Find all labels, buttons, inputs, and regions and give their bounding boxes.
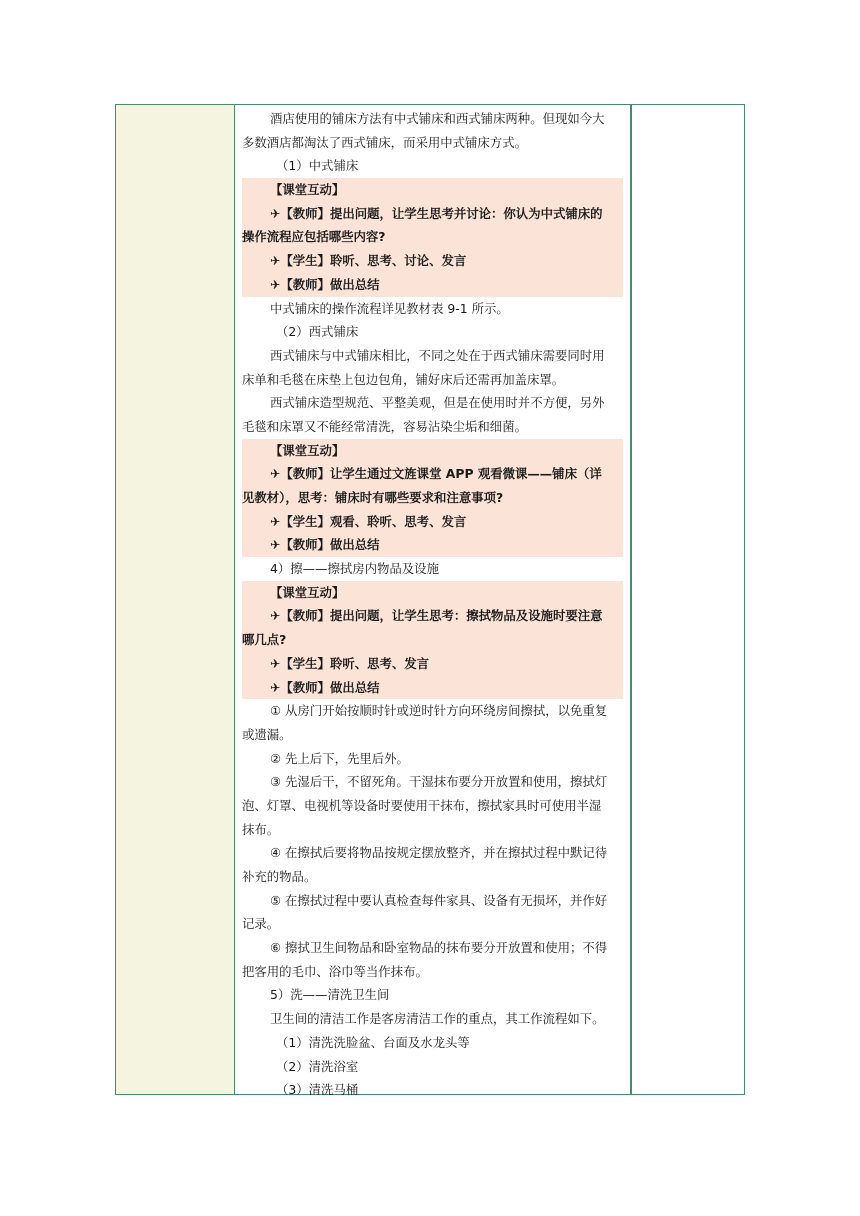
list-item: ⑤ 在擦拭过程中要认真检查每件家具、设备有无损坏，并作好: [270, 892, 608, 908]
list-item-cont: 补充的物品。: [242, 869, 317, 884]
student-activity: ✈【学生】观看、聆听、思考、发言: [242, 510, 623, 534]
section-heading: （2）西式铺床: [276, 324, 359, 340]
section-heading: （1）中式铺床: [276, 158, 359, 174]
sub-heading: （2）清洗浴室: [276, 1058, 359, 1074]
list-item-cont: 把客用的毛巾、浴巾等当作抹布。: [242, 963, 428, 979]
teacher-question: ✈【教师】提出问题，让学生思考：擦拭物品及设施时要注意: [242, 604, 623, 628]
list-item: ② 先上后下，先里后外。: [270, 750, 409, 766]
teacher-summary: ✈【教师】做出总结: [242, 273, 623, 297]
teacher-question: ✈【教师】让学生通过文旌课堂 APP 观看微课——铺床（详: [242, 462, 623, 486]
interaction-title: 【课堂互动】: [242, 581, 623, 605]
classroom-interaction-3: [242, 581, 623, 699]
teacher-question-cont: 哪几点?: [242, 628, 623, 652]
section-heading: 5）洗——清洗卫生间: [270, 987, 390, 1003]
teacher-summary: ✈【教师】做出总结: [242, 676, 623, 700]
lesson-table: [115, 104, 745, 1098]
list-item-cont: 记录。: [242, 916, 280, 932]
content-cell: [242, 107, 623, 1102]
left-column-cell: [116, 105, 235, 1094]
paragraph-line: 卫生间的清洁工作是客房清洁工作的重点，其工作流程如下。: [270, 1011, 605, 1027]
paragraph-line: 毛毯和床罩又不能经常清洗，容易沾染尘垢和细菌。: [242, 418, 527, 434]
list-item-cont: 或遗漏。: [242, 726, 292, 742]
paragraph-line: 西式铺床造型规范、平整美观，但是在使用时并不方便，另外: [270, 395, 605, 411]
paragraph-line: 中式铺床的操作流程详见教材表 9-1 所示。: [270, 300, 509, 316]
right-column-divider: [630, 105, 632, 1094]
paragraph-line: 多数酒店都淘汰了西式铺床，而采用中式铺床方式。: [242, 134, 527, 150]
classroom-interaction-1: [242, 178, 623, 296]
teacher-question-cont: 见教材），思考：铺床时有哪些要求和注意事项?: [242, 486, 623, 510]
sub-heading: （1）清洗洗脸盆、台面及水龙头等: [276, 1034, 470, 1050]
interaction-title: 【课堂互动】: [242, 439, 623, 463]
paragraph-line: 床单和毛毯在床垫上包边包角，铺好床后还需再加盖床罩。: [242, 371, 565, 387]
interaction-title: 【课堂互动】: [242, 178, 623, 202]
teacher-question: ✈【教师】提出问题，让学生思考并讨论：你认为中式铺床的: [242, 202, 623, 226]
paragraph-line: 西式铺床与中式铺床相比，不同之处在于西式铺床需要同时用: [270, 347, 605, 363]
student-activity: ✈【学生】聆听、思考、讨论、发言: [242, 249, 623, 273]
list-item: ③ 先湿后干，不留死角。干湿抹布要分开放置和使用，擦拭灯: [270, 774, 608, 790]
teacher-summary: ✈【教师】做出总结: [242, 533, 623, 557]
list-item-cont: 抹布。: [242, 821, 280, 837]
list-item-cont: 泡、灯罩、电视机等设备时要使用干抹布，擦拭家具时可使用半湿: [242, 797, 602, 813]
list-item: ④ 在擦拭后要将物品按规定摆放整齐，并在擦拭过程中默记待: [270, 845, 608, 861]
list-item: ① 从房门开始按顺时针或逆时针方向环绕房间擦拭，以免重复: [270, 703, 608, 719]
section-heading: 4）擦——擦拭房内物品及设施: [270, 561, 439, 577]
list-item: ⑥ 擦拭卫生间物品和卧室物品的抹布要分开放置和使用；不得: [270, 940, 608, 956]
sub-heading: （3）清洗马桶: [276, 1082, 359, 1098]
paragraph-line: 酒店使用的铺床方法有中式铺床和西式铺床两种。但现如今大: [270, 111, 605, 126]
teacher-question-cont: 操作流程应包括哪些内容?: [242, 225, 623, 249]
student-activity: ✈【学生】聆听、思考、发言: [242, 652, 623, 676]
classroom-interaction-2: [242, 439, 623, 557]
